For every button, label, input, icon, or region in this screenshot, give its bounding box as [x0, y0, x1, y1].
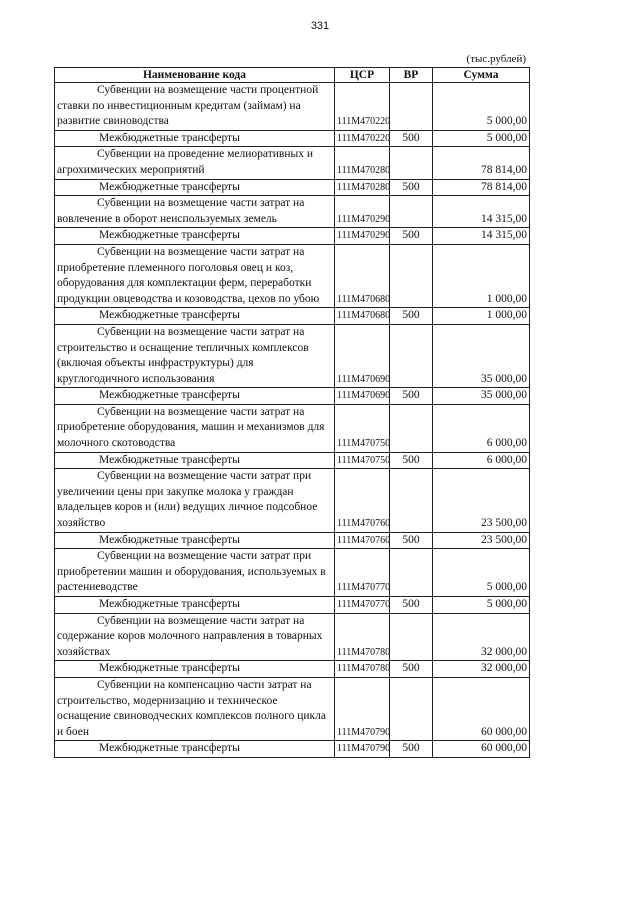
transfer-row: [55, 228, 530, 245]
row-vr-cell: 500: [390, 228, 433, 245]
row-csr-cell: 111М470680: [335, 244, 390, 307]
row-name-cell: Межбюджетные трансферты: [55, 661, 335, 678]
row-sum-cell: 5 000,00: [433, 83, 530, 131]
row-vr-cell: [390, 83, 433, 131]
column-header-vr: ВР: [390, 68, 433, 83]
row-csr-cell: 111М470790: [335, 677, 390, 740]
row-vr-cell: [390, 677, 433, 740]
row-csr-cell: 111М470770: [335, 597, 390, 614]
transfer-row: [55, 130, 530, 147]
row-vr-cell: 500: [390, 130, 433, 147]
row-sum-cell: 78 814,00: [433, 147, 530, 179]
row-csr-cell: 111М470220: [335, 83, 390, 131]
row-sum-cell: 32 000,00: [433, 613, 530, 661]
row-name-cell: Межбюджетные трансферты: [55, 597, 335, 614]
units-caption: (тыс.рублей): [466, 53, 526, 65]
subsidy-row: [55, 196, 530, 228]
row-vr-cell: [390, 404, 433, 452]
table-header-row: [55, 68, 530, 83]
row-name-cell: Межбюджетные трансферты: [55, 741, 335, 758]
row-vr-cell: [390, 244, 433, 307]
transfer-row: [55, 661, 530, 678]
column-header-sum: Сумма: [433, 68, 530, 83]
row-csr-cell: 111М470750: [335, 452, 390, 469]
row-sum-cell: 78 814,00: [433, 179, 530, 196]
row-sum-cell: 32 000,00: [433, 661, 530, 678]
row-name-cell: Субвенции на возмещение части процентной ставки по инвестиционным кредитам (займам) на развитие свиноводства: [55, 83, 335, 131]
subsidy-row: [55, 549, 530, 597]
transfer-row: [55, 179, 530, 196]
column-header-name: Наименование кода: [55, 68, 335, 83]
row-vr-cell: [390, 147, 433, 179]
row-name-cell: Субвенции на возмещение части затрат на приобретение оборудования, машин и механизмов для молочного скотоводства: [55, 404, 335, 452]
row-csr-cell: 111М470750: [335, 404, 390, 452]
subsidy-row: [55, 677, 530, 740]
row-csr-cell: 111М470760: [335, 469, 390, 532]
row-sum-cell: 1 000,00: [433, 244, 530, 307]
row-sum-cell: 60 000,00: [433, 741, 530, 758]
row-name-cell: Субвенции на возмещение части затрат при приобретении машин и оборудования, используемых в растениеводстве: [55, 549, 335, 597]
row-csr-cell: 111М470280: [335, 179, 390, 196]
row-vr-cell: [390, 196, 433, 228]
transfer-row: [55, 597, 530, 614]
budget-table: [54, 67, 530, 758]
row-name-cell: Межбюджетные трансферты: [55, 179, 335, 196]
transfer-row: [55, 741, 530, 758]
row-sum-cell: 6 000,00: [433, 452, 530, 469]
row-sum-cell: 5 000,00: [433, 130, 530, 147]
subsidy-row: [55, 244, 530, 307]
transfer-row: [55, 452, 530, 469]
row-name-cell: Субвенции на проведение мелиоративных и агрохимических мероприятий: [55, 147, 335, 179]
row-sum-cell: 23 500,00: [433, 469, 530, 532]
row-sum-cell: 5 000,00: [433, 549, 530, 597]
row-sum-cell: 1 000,00: [433, 308, 530, 325]
subsidy-row: [55, 324, 530, 387]
row-name-cell: Межбюджетные трансферты: [55, 228, 335, 245]
subsidy-row: [55, 404, 530, 452]
row-vr-cell: 500: [390, 388, 433, 405]
row-sum-cell: 23 500,00: [433, 532, 530, 549]
subsidy-row: [55, 613, 530, 661]
row-vr-cell: [390, 613, 433, 661]
row-name-cell: Субвенции на возмещение части затрат при увеличении цены при закупке молока у граждан владельцев коров и (или) ведущих личное подсобное хозяйство: [55, 469, 335, 532]
row-name-cell: Субвенции на возмещение части затрат на содержание коров молочного направления в товарных хозяйствах: [55, 613, 335, 661]
row-csr-cell: 111М470780: [335, 661, 390, 678]
row-name-cell: Субвенции на компенсацию части затрат на строительство, модернизацию и техническое оснащение свиноводческих комплексов полного цикла и боен: [55, 677, 335, 740]
transfer-row: [55, 308, 530, 325]
row-csr-cell: 111М470220: [335, 130, 390, 147]
row-csr-cell: 111М470280: [335, 147, 390, 179]
row-sum-cell: 14 315,00: [433, 228, 530, 245]
row-vr-cell: 500: [390, 179, 433, 196]
row-csr-cell: 111М470690: [335, 324, 390, 387]
row-name-cell: Межбюджетные трансферты: [55, 388, 335, 405]
row-vr-cell: [390, 549, 433, 597]
row-csr-cell: 111М470290: [335, 228, 390, 245]
row-csr-cell: 111М470760: [335, 532, 390, 549]
row-sum-cell: 6 000,00: [433, 404, 530, 452]
row-name-cell: Межбюджетные трансферты: [55, 532, 335, 549]
row-vr-cell: 500: [390, 661, 433, 678]
row-sum-cell: 5 000,00: [433, 597, 530, 614]
row-vr-cell: 500: [390, 452, 433, 469]
row-name-cell: Межбюджетные трансферты: [55, 308, 335, 325]
page-number: 331: [310, 20, 330, 32]
row-csr-cell: 111М470290: [335, 196, 390, 228]
row-name-cell: Межбюджетные трансферты: [55, 452, 335, 469]
row-csr-cell: 111М470780: [335, 613, 390, 661]
row-name-cell: Субвенции на возмещение части затрат на строительство и оснащение тепличных комплексов (включая объекты инфраструктуры) для круглогодичного использования: [55, 324, 335, 387]
subsidy-row: [55, 147, 530, 179]
subsidy-row: [55, 469, 530, 532]
row-vr-cell: 500: [390, 308, 433, 325]
row-name-cell: Субвенции на возмещение части затрат на приобретение племенного поголовья овец и коз, оборудования для комплектации ферм, переработки продукции овцеводства и козоводства, цехов по убою: [55, 244, 335, 307]
row-csr-cell: 111М470790: [335, 741, 390, 758]
row-sum-cell: 35 000,00: [433, 324, 530, 387]
row-csr-cell: 111М470680: [335, 308, 390, 325]
row-vr-cell: 500: [390, 741, 433, 758]
row-name-cell: Межбюджетные трансферты: [55, 130, 335, 147]
row-sum-cell: 60 000,00: [433, 677, 530, 740]
row-vr-cell: 500: [390, 532, 433, 549]
row-vr-cell: [390, 469, 433, 532]
row-csr-cell: 111М470690: [335, 388, 390, 405]
row-name-cell: Субвенции на возмещение части затрат на вовлечение в оборот неиспользуемых земель: [55, 196, 335, 228]
row-vr-cell: [390, 324, 433, 387]
column-header-csr: ЦСР: [335, 68, 390, 83]
row-sum-cell: 14 315,00: [433, 196, 530, 228]
row-vr-cell: 500: [390, 597, 433, 614]
transfer-row: [55, 388, 530, 405]
transfer-row: [55, 532, 530, 549]
table-body: [55, 83, 530, 758]
subsidy-row: [55, 83, 530, 131]
row-sum-cell: 35 000,00: [433, 388, 530, 405]
row-csr-cell: 111М470770: [335, 549, 390, 597]
